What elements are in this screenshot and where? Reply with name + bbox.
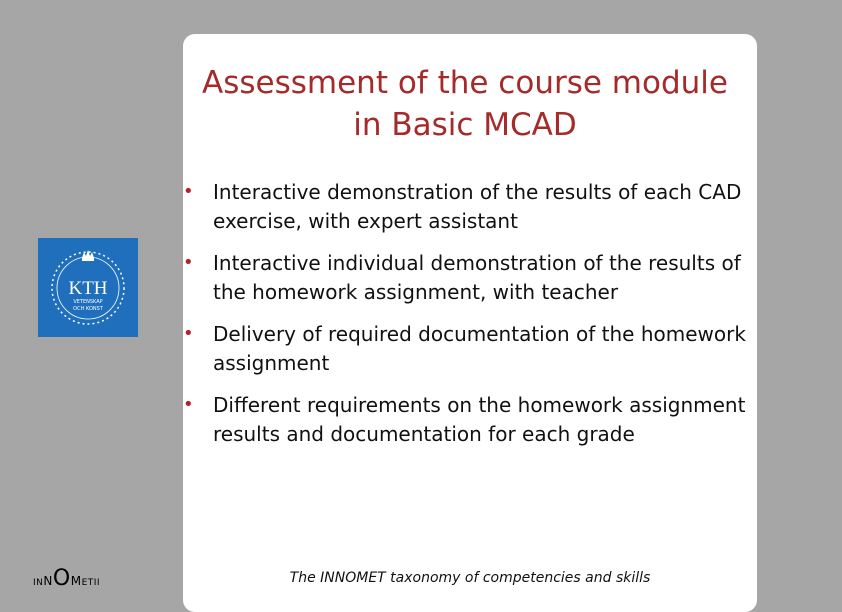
bullet-item: [183, 391, 763, 448]
title-line-1: Assessment of the course module: [202, 65, 728, 101]
bullet-marker: •: [183, 181, 194, 202]
bullet-marker: •: [183, 252, 194, 273]
brand-part: II: [93, 578, 101, 588]
bullet-text: Interactive individual demonstration of the results of the homework assignment, with teacher: [213, 251, 741, 304]
bullet-text: Different requirements on the homework assignment results and documentation for each grade: [213, 393, 746, 446]
brand-part: N: [43, 574, 53, 588]
bullet-text: Interactive demonstration of the results of each CAD exercise, with expert assistant: [213, 180, 742, 233]
brand-part: O: [52, 566, 71, 591]
footer-caption: The INNOMET taxonomy of competencies and skills: [289, 570, 651, 586]
bullet-marker: •: [183, 394, 194, 415]
logo-text-line1: VETENSKAP: [73, 299, 103, 305]
bullet-item: [183, 178, 763, 235]
innomet-logo: [33, 566, 100, 591]
logo-text-line2: OCH KONST: [73, 306, 103, 312]
bullet-item: [183, 320, 763, 377]
slide-title: [120, 62, 810, 146]
kth-seal-graphic: [38, 238, 138, 337]
brand-part: M: [70, 574, 82, 588]
kth-logo: [38, 238, 138, 337]
brand-part: IN: [33, 578, 44, 588]
bullet-item: [183, 249, 763, 306]
brand-part: ET: [81, 578, 94, 588]
bullet-text: Delivery of required documentation of the homework assignment: [213, 322, 746, 375]
bullet-list: [183, 178, 763, 462]
title-line-2: in Basic MCAD: [353, 107, 577, 143]
logo-text-main: KTH: [68, 278, 108, 299]
bullet-marker: •: [183, 323, 194, 344]
